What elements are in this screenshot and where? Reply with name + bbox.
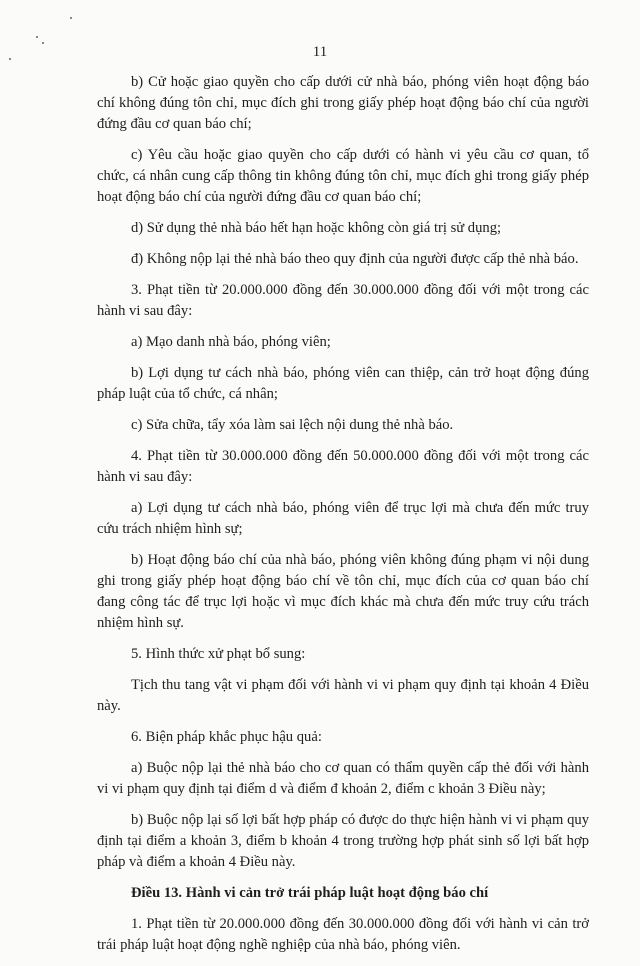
- page-number: 11: [312, 44, 328, 60]
- paragraph: d) Sử dụng thẻ nhà báo hết hạn hoặc không còn giá trị sử dụng;: [131, 220, 502, 236]
- paragraph: đ) Không nộp lại thẻ nhà báo theo quy định của người được cấp thẻ nhà báo.: [131, 251, 579, 267]
- paragraph: b) Buộc nộp lại số lợi bất hợp pháp có được do thực hiện hành vi vi phạm quy định tại điểm a khoản 3, điểm b khoản 4 trong trường hợp phát sinh số lợi bất hợp pháp và điểm a khoản 4 Điều này.: [97, 812, 589, 870]
- paragraph: b) Cử hoặc giao quyền cho cấp dưới cử nhà báo, phóng viên hoạt động báo chí không đúng tôn chỉ, mục đích ghi trong giấy phép hoạt động báo chí của người đứng đầu cơ quan báo chí;: [97, 74, 589, 132]
- paragraph: 3. Phạt tiền từ 20.000.000 đồng đến 30.000.000 đồng đối với một trong các hành vi sau đây:: [97, 282, 589, 319]
- paragraph: b) Lợi dụng tư cách nhà báo, phóng viên can thiệp, cản trở hoạt động đúng pháp luật của tổ chức, cá nhân;: [97, 365, 589, 402]
- scan-speck: [70, 17, 72, 19]
- paragraph: a) Buộc nộp lại thẻ nhà báo cho cơ quan có thẩm quyền cấp thẻ đối với hành vi vi phạm quy định tại điểm d và điểm đ khoản 2, điểm c khoản 3 Điều này;: [97, 760, 589, 797]
- article-heading: Điều 13. Hành vi cản trở trái pháp luật hoạt động báo chí: [131, 885, 489, 901]
- paragraph: 6. Biện pháp khắc phục hậu quả:: [131, 729, 322, 745]
- scan-speck: [36, 36, 38, 38]
- paragraph: 4. Phạt tiền từ 30.000.000 đồng đến 50.000.000 đồng đối với một trong các hành vi sau đây:: [97, 448, 589, 485]
- paragraph: 5. Hình thức xử phạt bổ sung:: [131, 646, 306, 662]
- paragraph: b) Hoạt động báo chí của nhà báo, phóng viên không đúng phạm vi nội dung ghi trong giấy phép hoạt động báo chí về tôn chỉ, mục đích của cơ quan báo chí đang công tác để trục lợi hoặc vì mục đích khác mà chưa đến mức truy cứu trách nhiệm hình sự.: [97, 552, 589, 631]
- paragraph: Tịch thu tang vật vi phạm đối với hành vi vi phạm quy định tại khoản 4 Điều này.: [97, 677, 589, 714]
- paragraph: a) Lợi dụng tư cách nhà báo, phóng viên để trục lợi mà chưa đến mức truy cứu trách nhiệm hình sự;: [97, 500, 589, 537]
- paragraph: 1. Phạt tiền từ 20.000.000 đồng đến 30.000.000 đồng đối với hành vi cản trở trái pháp luật hoạt động nghề nghiệp của nhà báo, phóng viên.: [97, 916, 589, 953]
- paragraph: c) Yêu cầu hoặc giao quyền cho cấp dưới có hành vi yêu cầu cơ quan, tổ chức, cá nhân cung cấp thông tin không đúng tôn chỉ, mục đích ghi trong giấy phép hoạt động báo chí của người đứng đầu cơ quan báo chí;: [97, 147, 589, 205]
- document-body: [97, 72, 589, 966]
- paragraph: c) Sửa chữa, tẩy xóa làm sai lệch nội dung thẻ nhà báo.: [131, 417, 454, 433]
- paragraph: a) Mạo danh nhà báo, phóng viên;: [131, 334, 331, 350]
